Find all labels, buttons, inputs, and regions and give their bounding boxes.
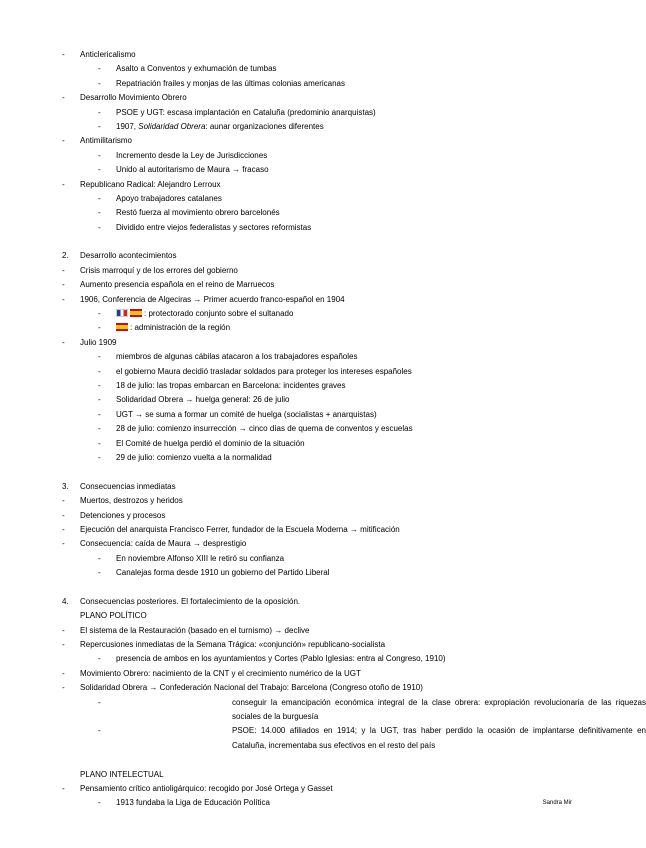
text-content: Desarrollo Movimiento Obrero: [80, 93, 187, 103]
line-text: [80, 91, 187, 105]
list-marker: -: [62, 50, 65, 59]
blank-line: [0, 465, 600, 479]
line-text: [116, 408, 377, 422]
line-text: [80, 768, 164, 782]
sub-list-item: [0, 724, 646, 753]
line-text: [80, 509, 165, 523]
list-marker: -: [62, 683, 65, 693]
text-content: Crisis marroquí y de los errores del gobierno: [80, 265, 238, 275]
text-content: Pensamiento crítico antioligárquico: recogido por José Ortega y Gasset: [80, 783, 333, 793]
text-content: El sistema de la Restauración (basado en el turnismo) → declive: [80, 625, 310, 635]
list-marker: -: [98, 165, 101, 175]
sub-list-item: [0, 379, 600, 393]
list-marker: -: [98, 323, 101, 333]
line-text: [116, 552, 284, 566]
line-text: [116, 77, 345, 91]
line-text: [80, 638, 385, 652]
list-marker: -: [98, 424, 101, 434]
sub-list-item: [0, 149, 600, 163]
sub-list-item: [0, 120, 600, 134]
text-content: Restó fuerza al movimiento obrero barcelonés: [116, 208, 280, 218]
text-content: Consecuencia: caída de Maura → desprestigio: [80, 539, 247, 549]
text-content: Antimilitarismo: [80, 136, 133, 146]
text-content: Aumento presencia española en el reino de Marruecos: [80, 280, 275, 290]
text-content: Incremento desde la Ley de Jurisdicciones: [116, 150, 268, 160]
sub-list-item: [0, 696, 646, 725]
text-content: Dividido entre viejos federalistas y sectores reformistas: [116, 222, 312, 232]
line-text: [116, 62, 277, 76]
text-content: Consecuencias posteriores. El fortalecimiento de la oposición.: [80, 596, 301, 606]
sub-list-item: [0, 163, 600, 177]
sub-list-item: [0, 62, 600, 76]
line-text: [80, 595, 300, 609]
subsection-label: [0, 768, 600, 782]
line-text: [116, 393, 289, 407]
list-item: [0, 293, 600, 307]
list-marker: -: [98, 309, 101, 319]
list-marker: -: [62, 93, 65, 103]
line-text: [80, 537, 246, 551]
list-item: [0, 681, 600, 695]
sub-list-item: [0, 77, 600, 91]
section-heading: [0, 249, 600, 263]
line-text: [80, 278, 274, 292]
text-content: PLANO INTELECTUAL: [80, 769, 164, 779]
list-marker: 3.: [62, 481, 69, 491]
section-heading: [0, 595, 600, 609]
list-marker: -: [98, 380, 101, 390]
list-marker: -: [62, 136, 65, 146]
sub-list-item: [0, 221, 600, 235]
list-marker: -: [98, 107, 101, 117]
sub-list-item: [0, 552, 600, 566]
text-content: Desarrollo acontecimientos: [80, 251, 177, 261]
sub-list-item: [0, 422, 600, 436]
list-marker: -: [98, 222, 101, 232]
list-item: [0, 624, 600, 638]
text-content: PLANO POLÍTICO: [80, 611, 147, 621]
text-content: Solidaridad Obrera → Confederación Nacional del Trabajo: Barcelona (Congreso otoño de 1910): [80, 683, 423, 693]
list-item: [0, 638, 600, 652]
list-marker: -: [62, 539, 65, 549]
text-content: : aunar organizaciones diferentes: [205, 121, 324, 131]
list-marker: -: [62, 496, 65, 506]
italic-title: Solidaridad Obrera: [138, 121, 206, 131]
line-text: [116, 206, 280, 220]
list-marker: -: [98, 654, 101, 664]
list-item: [0, 278, 600, 292]
list-item: [0, 336, 600, 350]
list-marker: -: [98, 395, 101, 405]
text-content: Muertos, destrozos y heridos: [80, 496, 183, 506]
blank-line: [0, 753, 600, 767]
sub-list-item: [0, 365, 600, 379]
line-text: [232, 696, 646, 725]
line-text: [116, 365, 412, 379]
list-item: [0, 134, 600, 148]
list-marker: -: [98, 452, 101, 462]
list-marker: -: [62, 640, 65, 650]
line-text: [80, 178, 221, 192]
list-marker: -: [98, 553, 101, 563]
list-marker: -: [62, 783, 65, 793]
line-text: [232, 724, 646, 753]
line-text: [116, 451, 272, 465]
line-text: [116, 149, 267, 163]
list-item: [0, 509, 600, 523]
text-content: Republicano Radical: Alejandro Lerroux: [80, 179, 221, 189]
list-marker: -: [98, 208, 101, 218]
text-content: Asalto a Conventos y exhumación de tumbas: [116, 64, 277, 74]
list-marker: -: [62, 524, 65, 534]
text-content: Ejecución del anarquista Francisco Ferrer, fundador de la Escuela Moderna → mitificación: [80, 524, 400, 534]
list-marker: -: [62, 265, 65, 275]
list-marker: -: [62, 294, 65, 304]
text-content: el gobierno Maura decidió trasladar soldados para proteger los intereses españoles: [116, 366, 412, 376]
sub-list-item: [0, 566, 600, 580]
sub-list-item: [0, 307, 600, 321]
text-content: presencia de ambos en los ayuntamientos y Cortes (Pablo Iglesias: entra al Congreso, 1910): [116, 654, 446, 664]
sub-list-item: [0, 206, 600, 220]
list-item: [0, 667, 600, 681]
list-marker: -: [62, 668, 65, 678]
list-marker: -: [62, 625, 65, 635]
line-text: [80, 782, 333, 796]
text-content: Apoyo trabajadores catalanes: [116, 193, 222, 203]
list-marker: -: [98, 409, 101, 419]
document-body: [0, 48, 646, 811]
line-text: [80, 480, 176, 494]
list-item: [0, 782, 600, 796]
list-marker: -: [98, 726, 101, 736]
list-item: [0, 178, 600, 192]
blank-line: [0, 235, 600, 249]
line-text: [80, 681, 423, 695]
list-marker: -: [98, 64, 101, 74]
list-marker: -: [98, 121, 101, 131]
list-marker: -: [62, 179, 65, 189]
text-content: Unido al autoritarismo de Maura → fracaso: [116, 165, 269, 175]
line-text: [80, 494, 183, 508]
text-content: Solidaridad Obrera → huelga general: 26 de julio: [116, 395, 290, 405]
list-marker: -: [98, 798, 101, 808]
line-text: [116, 120, 324, 134]
list-item: [0, 494, 600, 508]
text-content: Anticlericalismo: [80, 50, 136, 59]
line-text: [80, 523, 400, 537]
line-text: [80, 48, 136, 62]
line-text: [80, 667, 361, 681]
text-content: 18 de julio: las tropas embarcan en Barcelona: incidentes graves: [116, 380, 346, 390]
list-item: [0, 91, 600, 105]
sub-list-item: [0, 652, 600, 666]
text-content: Consecuencias inmediatas: [80, 481, 176, 491]
line-text: [80, 264, 238, 278]
list-marker: -: [98, 352, 101, 362]
list-marker: -: [98, 193, 101, 203]
line-text: [116, 321, 230, 335]
text-content: El Comité de huelga perdió el dominio de la situación: [116, 438, 305, 448]
text-content: 1913 fundaba la Liga de Educación Política: [116, 798, 270, 808]
text-content: Repercusiones inmediatas de la Semana Trágica: «conjunción» republicano-socialista: [80, 640, 386, 650]
section-heading: [0, 480, 600, 494]
list-marker: -: [98, 438, 101, 448]
blank-line: [0, 580, 600, 594]
list-marker: -: [62, 280, 65, 290]
text-content: 1906, Conferencia de Algeciras → Primer acuerdo franco-español en 1904: [80, 294, 345, 304]
list-marker: 4.: [62, 596, 69, 606]
line-text: [116, 192, 222, 206]
text-content: 28 de julio: comienzo insurrección → cinco días de quema de conventos y escuelas: [116, 424, 413, 434]
text-content: : administración de la región: [130, 323, 231, 333]
list-item: [0, 537, 600, 551]
text-content: Repatriación frailes y monjas de las últimas colonias americanas: [116, 78, 345, 88]
text-prefix: 1907,: [116, 121, 139, 131]
text-content: PSOE: 14.000 afiliados en 1914; y la UGT, tras haber perdido la ocasión de implantarse definitivamente en Cataluña, incrementaba sus efectivos en el resto del país: [232, 726, 646, 750]
text-content: : protectorado conjunto sobre el sultanado: [144, 309, 294, 319]
sub-list-item: [0, 451, 600, 465]
text-content: conseguir la emancipación económica integral de la clase obrera: expropiación revolucionaria de las riquezas sociales de la burguesía: [232, 697, 646, 721]
line-text: [116, 106, 376, 120]
author-signature: Sandra Mir: [542, 800, 572, 806]
list-item: [0, 48, 600, 62]
sub-list-item: [0, 106, 600, 120]
text-content: En noviembre Alfonso XIII le retiró su confianza: [116, 553, 285, 563]
line-text: [80, 336, 116, 350]
sub-list-item: [0, 350, 600, 364]
line-text: [80, 249, 177, 263]
line-text: [116, 350, 357, 364]
line-text: [116, 379, 345, 393]
sub-list-item: [0, 437, 600, 451]
text-content: miembros de algunas cábilas atacaron a los trabajadores españoles: [116, 352, 358, 362]
line-text: [116, 566, 329, 580]
line-text: [80, 293, 345, 307]
line-text: [80, 134, 132, 148]
text-content: 29 de julio: comienzo vuelta a la normalidad: [116, 452, 272, 462]
line-text: [80, 609, 147, 623]
list-marker: -: [98, 78, 101, 88]
text-content: UGT → se suma a formar un comité de huelga (socialistas + anarquistas): [116, 409, 377, 419]
list-marker: -: [98, 697, 101, 707]
line-text: [116, 652, 446, 666]
sub-list-item: [0, 796, 600, 810]
line-text: [116, 796, 270, 810]
line-text: [80, 624, 309, 638]
sub-list-item: [0, 192, 600, 206]
line-text: [116, 437, 305, 451]
france-flag-icon: [116, 309, 128, 317]
list-marker: -: [98, 150, 101, 160]
sub-list-item: [0, 321, 600, 335]
text-content: Julio 1909: [80, 337, 117, 347]
list-item: [0, 264, 600, 278]
line-text: [116, 422, 413, 436]
spain-flag-icon: [116, 323, 128, 331]
list-marker: -: [98, 366, 101, 376]
line-text: [116, 221, 311, 235]
sub-list-item: [0, 408, 600, 422]
line-text: [116, 163, 269, 177]
list-marker: -: [98, 568, 101, 578]
list-marker: 2.: [62, 251, 69, 261]
subsection-label: [0, 609, 600, 623]
text-content: Canalejas forma desde 1910 un gobierno del Partido Liberal: [116, 568, 330, 578]
text-content: Movimiento Obrero: nacimiento de la CNT y el crecimiento numérico de la UGT: [80, 668, 361, 678]
line-text: [116, 307, 293, 321]
list-marker: -: [62, 337, 65, 347]
sub-list-item: [0, 393, 600, 407]
text-content: PSOE y UGT: escasa implantación en Cataluña (predominio anarquistas): [116, 107, 376, 117]
list-item: [0, 523, 600, 537]
list-marker: -: [62, 510, 65, 520]
text-content: Detenciones y procesos: [80, 510, 166, 520]
spain-flag-icon: [130, 309, 142, 317]
